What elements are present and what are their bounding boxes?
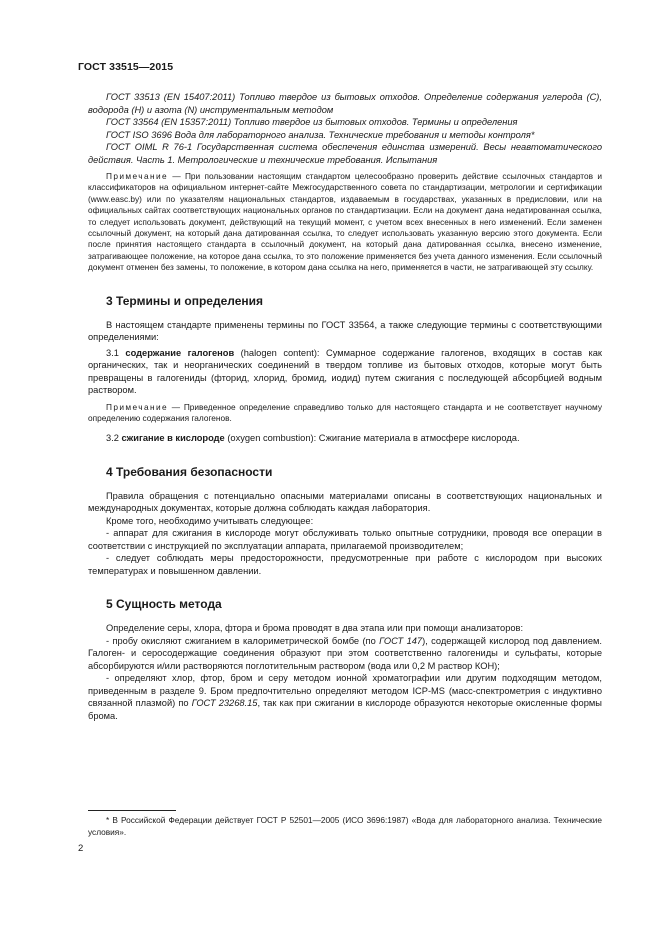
section-3-intro: В настоящем стандарте применены термины по ГОСТ 33564, а также следующие термины с соответствующими определениями: (88, 319, 602, 343)
text-part: - пробу окисляют сжиганием в калориметрической бомбе (по (106, 635, 380, 646)
note-label: Примечание (106, 401, 169, 412)
section-5-title: 5 Сущность метода (106, 597, 222, 612)
section-4-paragraph-2: Кроме того, необходимо учитывать следующее: (106, 515, 314, 526)
reference-gost-147: ГОСТ 147 (379, 635, 423, 646)
section-4-paragraph-4: - следует соблюдать меры предосторожности, предусмотренные при работе с кислородом при высоких температурах и повышенном давлении. (88, 553, 602, 576)
term-3-2 (88, 432, 602, 445)
reference-oiml: ГОСТ OIML R 76-1 Государственная система обеспечения единства измерений. Весы неавтоматического действия. Часть 1. Метрологические и технические требования. Испытания (88, 142, 602, 165)
term-3-1 (88, 347, 602, 397)
section-4-paragraph-1: Правила обращения с потенциально опасными материалами описаны в соответствующих национальных и международных документах, которые должна соблюдать каждая лаборатория. (88, 490, 602, 514)
reference-33513: ГОСТ 33513 (EN 15407:2011) Топливо твердое из бытовых отходов. Определение содержания углерода (С), водорода (Н) и азота (N) инструментальным методом (88, 92, 602, 115)
main-content (88, 91, 602, 722)
term-3-2-number: 3.2 (106, 433, 122, 444)
section-5-paragraph-3 (88, 672, 602, 722)
reference-33564: ГОСТ 33564 (EN 15357:2011) Топливо твердое из бытовых отходов. Термины и определения (106, 117, 518, 127)
term-3-1-number: 3.1 (106, 347, 126, 358)
note-label: Примечание (106, 171, 169, 181)
section-5-paragraph-2 (88, 635, 602, 673)
section-3-title: 3 Термины и определения (106, 293, 264, 308)
page-header: ГОСТ 33515—2015 (78, 61, 174, 73)
term-3-1-term: содержание галогенов (125, 347, 235, 358)
note-term-3-1 (88, 402, 602, 425)
term-3-1-text: (halogen content): Суммарное содержание галогенов, входящих в состав как органических, так и неорганических соединений в твердом топливе из бытовых отходов, которые могут быть превращены в галогениды (фторид, хлорид, бромид, иодид) путем сжигания с последующей абсорбцией водным раствором. (88, 347, 602, 396)
text-part: ), содержащей кислород под давлением. Галоген- и серосодержащие соединения образуют при этом соответственно галогениды и сульфаты, которые абсорбируются и/или растворяются поглотительным раствором (вода или 0,2 М раствор КОН); (88, 635, 603, 671)
note-references (88, 171, 602, 274)
term-3-2-term: сжигание в кислороде (121, 433, 225, 444)
footnote: * В Российской Федерации действует ГОСТ Р 52501—2005 (ИСО 3696:1987) «Вода для лабораторного анализа. Технические условия». (88, 815, 602, 837)
note-text: — Приведенное определение справедливо только для настоящего стандарта и не соответствует научному определению содержания галогенов. (88, 401, 602, 424)
reference-iso-3696: ГОСТ ISO 3696 Вода для лабораторного анализа. Технические требования и методы контроля* (106, 129, 535, 140)
note-text: — При пользовании настоящим стандартом целесообразно проверить действие ссылочных стандартов и классификаторов на официальном интернет-сайте Межгосударственного совета по стандартизации, метрологии и сертификации (www.easc.by) или по указателям национальных стандартов, издаваемым в государствах, указанных в предисловии, или на официальных сайтах соответствующих национальных органов по стандартизации. Если на документ дана недатированная ссылка, то следует использовать документ, действующий на текущий момент, с учетом всех внесенных в него изменений. Если заменен ссылочный документ, на который дана датированная ссылка, то следует использовать указанную версию этого документа. Если после принятия настоящего стандарта в ссылочный документ, на который дана датированная ссылка, внесено изменение, затрагивающее положение, на которое дана ссылка, то это положение применяется без учета данного изменения. Если ссылочный документ отменен без замены, то положение, в котором дана ссылка на него, применяется в части, не затрагивающей эту ссылку. (88, 171, 602, 273)
footnote-divider (88, 810, 176, 811)
text-part: , так как при сжигании в кислороде образуются некоторые окисленные формы брома. (88, 698, 602, 721)
reference-gost-23268-15: ГОСТ 23268.15 (191, 698, 258, 709)
section-4-paragraph-3: - аппарат для сжигания в кислороде могут обслуживать только опытные сотрудники, проводя все операции в соответствии с инструкцией по эксплуатации аппарата, прилагаемой производителем; (88, 528, 602, 551)
section-5-paragraph-1: Определение серы, хлора, фтора и брома проводят в два этапа или при помощи анализаторов: (106, 623, 524, 634)
page-number: 2 (78, 843, 84, 854)
term-3-2-text: (oxygen combustion): Сжигание материала в атмосфере кислорода. (224, 433, 520, 444)
section-4-title: 4 Требования безопасности (106, 464, 273, 479)
text-part: - определяют хлор, фтор, бром и серу методом ионной хроматографии или другим подходящим методом, приведенным в разделе 9. Бром предпочтительно определяют методом ICP-MS (масс-спектрометрия с индуктивно связанной плазмой) по (88, 673, 602, 709)
